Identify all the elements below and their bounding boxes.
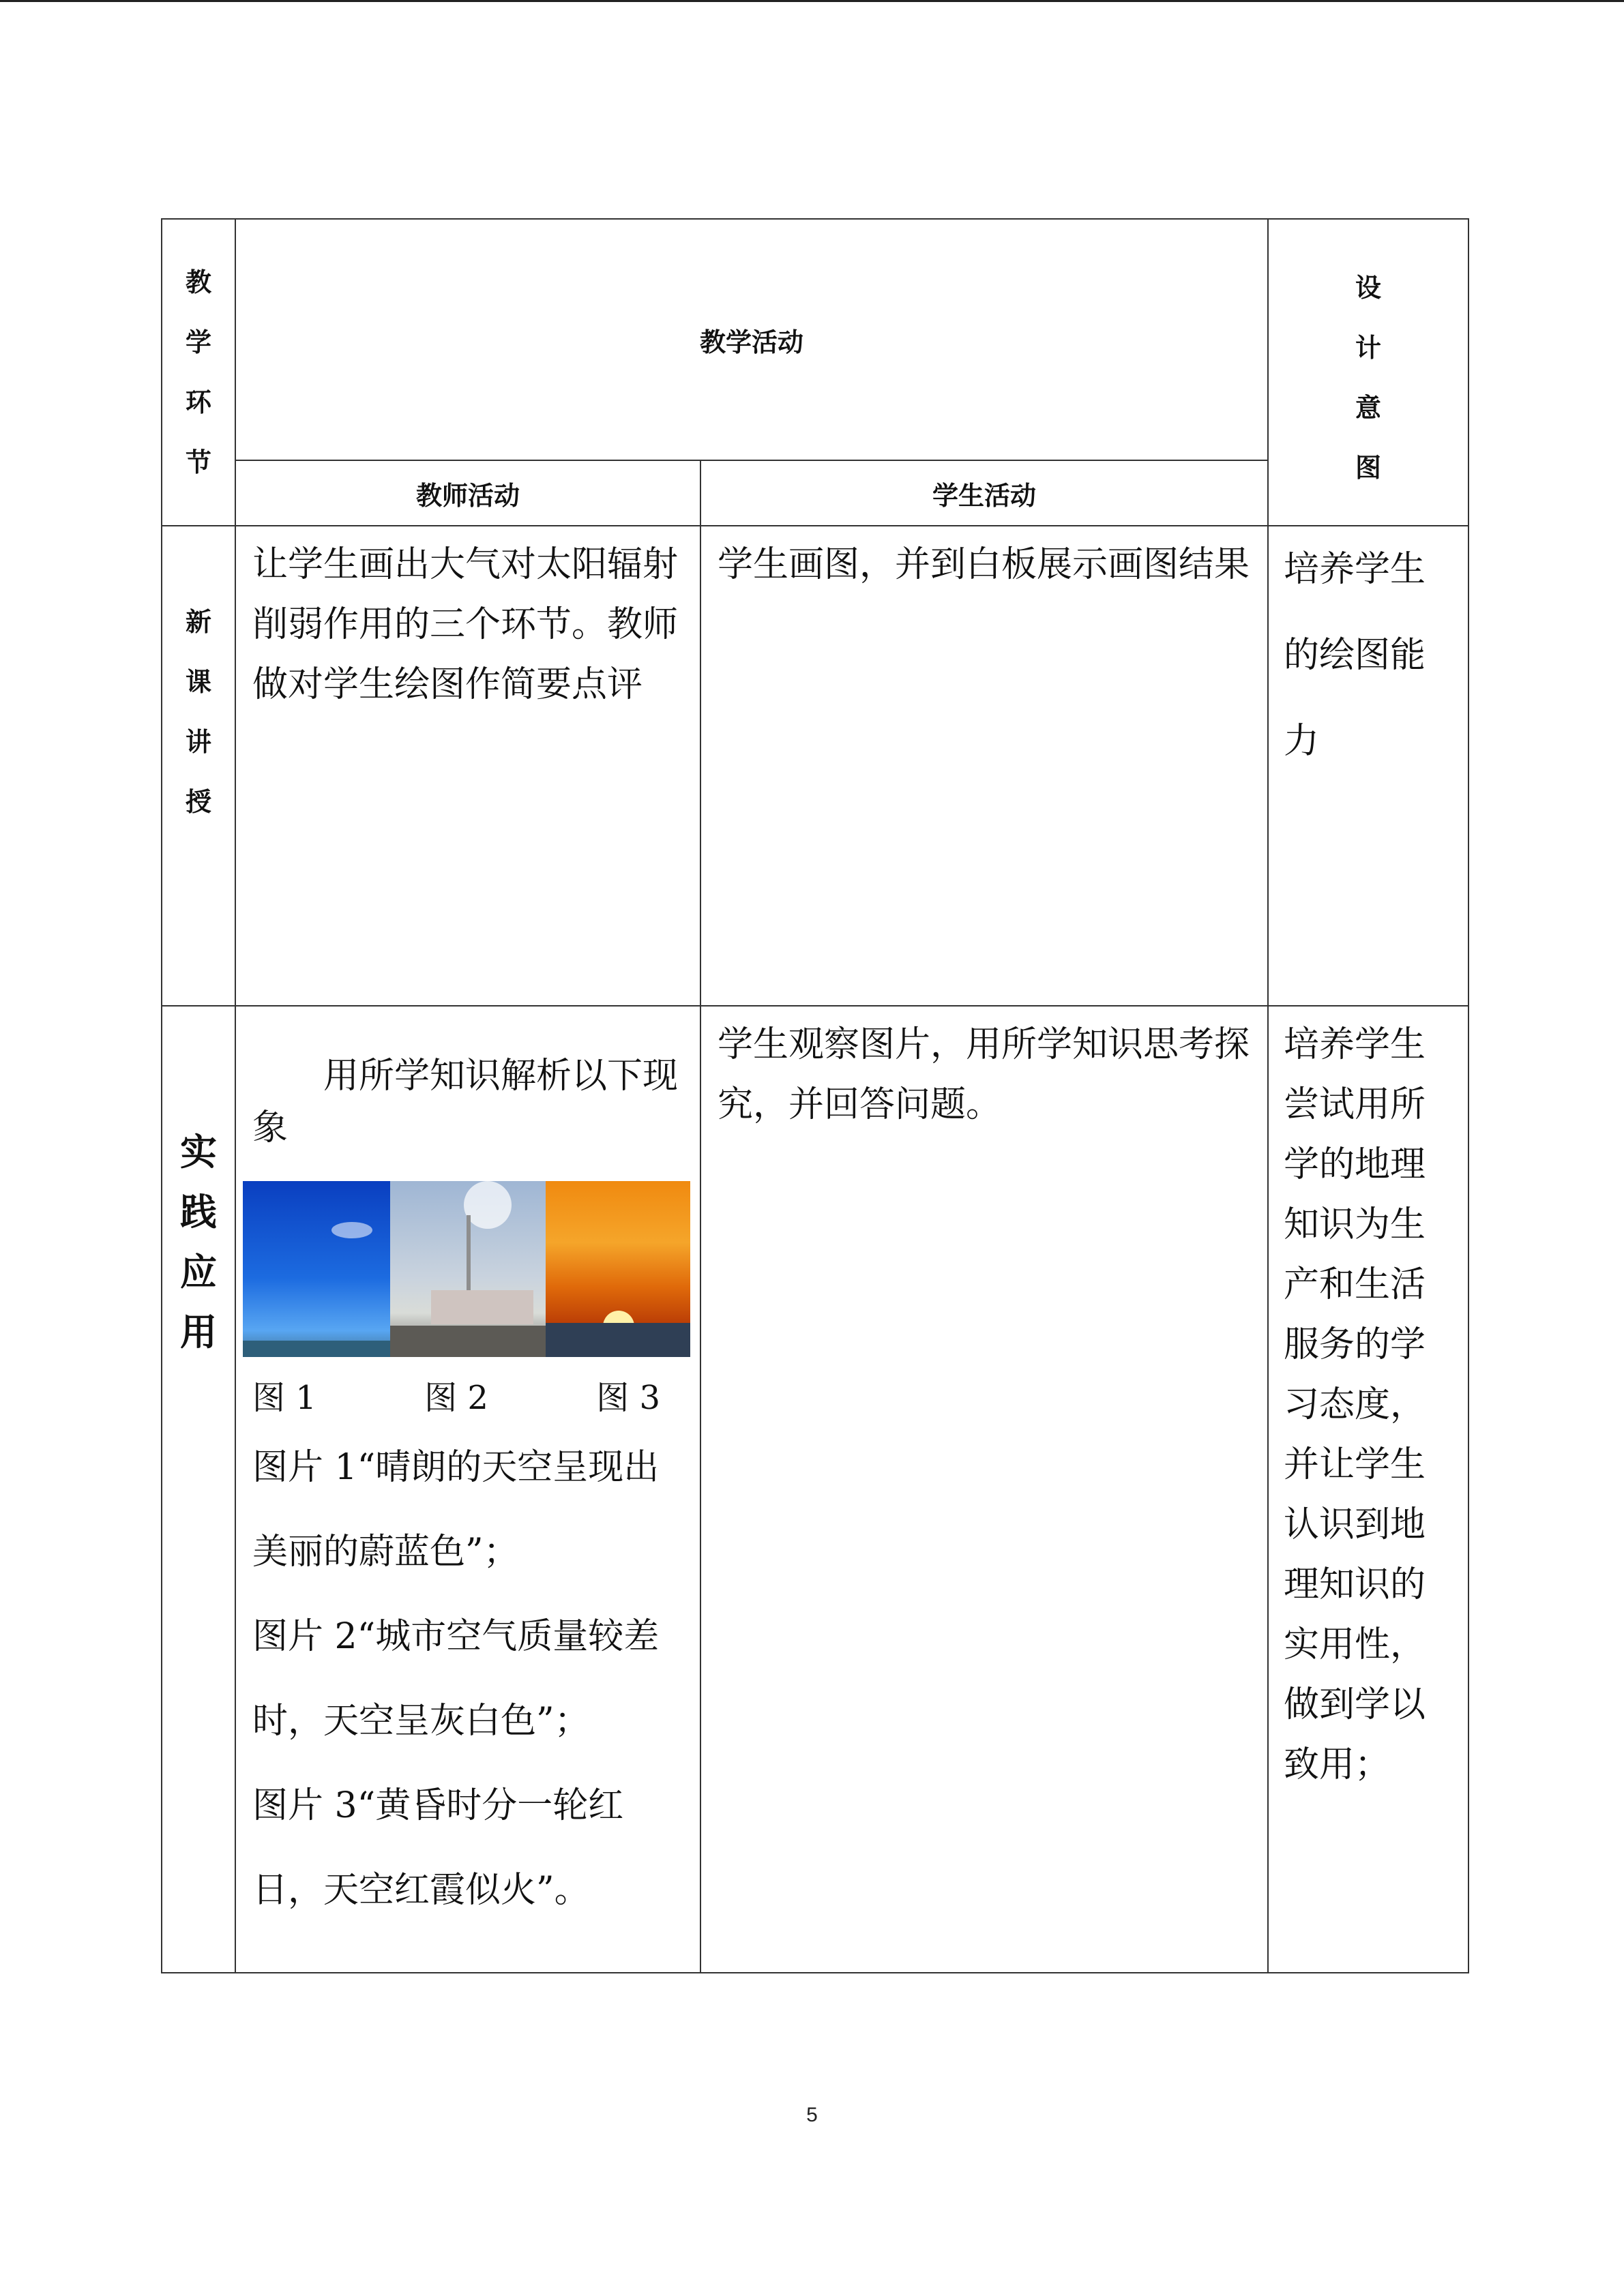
header-design-char: 计 [1355, 333, 1382, 363]
teacher-practice-cell [235, 1006, 700, 1973]
header-stage [162, 219, 235, 526]
header-design-char: 设 [1355, 273, 1382, 303]
header-stage-char: 教 [185, 267, 211, 297]
header-design-char: 图 [1355, 453, 1382, 483]
teacher-activity-text: 让学生画出大气对太阳辐射削弱作用的三个环节。教师做对学生绘图作简要点评 [235, 526, 700, 1006]
design-line: 力 [1284, 721, 1320, 762]
header-stage-char: 节 [185, 447, 211, 477]
building-shape [431, 1290, 533, 1324]
stage-char: 实 [180, 1131, 217, 1174]
stage-char: 授 [185, 787, 211, 817]
stage-char: 用 [180, 1311, 217, 1354]
design-line: 培养学生 [1284, 549, 1426, 590]
design-intent [1268, 526, 1468, 1006]
student-activity-text: 学生画图，并到白板展示画图结果 [700, 526, 1268, 1006]
figure-strip [243, 1181, 690, 1357]
header-design [1268, 219, 1468, 526]
header-teacher: 教师活动 [235, 460, 700, 526]
design-practice-text: 培养学生尝试用所学的地理知识为生产和生活服务的学习态度，并让学生认识到地理知识的实用性，做到学以致用； [1268, 1006, 1468, 1973]
figure-labels [252, 1371, 660, 1425]
stage-char: 课 [185, 667, 211, 697]
figure-caption: 图片 1“晴朗的天空呈现出美丽的蔚蓝色”； [252, 1447, 660, 1572]
figure-caption: 图片 3“黄昏时分一轮红日，天空红霞似火”。 [252, 1785, 624, 1911]
figure-label: 图 3 [596, 1379, 660, 1417]
stage-char: 新 [185, 607, 211, 637]
stage-practice [162, 1006, 235, 1973]
header-activity: 教学活动 [235, 219, 1268, 460]
ground-shape [390, 1326, 546, 1357]
lesson-plan-table [161, 218, 1469, 1973]
header-design-char: 意 [1355, 393, 1382, 423]
header-stage-char: 学 [185, 327, 211, 357]
sea-shape [243, 1341, 390, 1357]
figure-label: 图 2 [424, 1379, 488, 1417]
practice-intro: 用所学知识解析以下现象 [252, 1056, 679, 1148]
stage-char: 践 [180, 1191, 217, 1234]
header-student: 学生活动 [700, 460, 1268, 526]
cloud-shape [331, 1222, 372, 1238]
figure-2-grey-sky [390, 1181, 546, 1357]
design-line: 的绘图能 [1284, 635, 1426, 676]
top-border [0, 0, 1624, 2]
stage-new-lesson [162, 526, 235, 1006]
figure-3-sunset [546, 1181, 690, 1357]
page-number: 5 [806, 2104, 818, 2126]
smoke-shape [464, 1181, 512, 1229]
figure-label: 图 1 [252, 1379, 316, 1417]
student-practice-text: 学生观察图片，用所学知识思考探究，并回答问题。 [700, 1006, 1268, 1973]
stage-char: 应 [180, 1251, 217, 1294]
figure-caption: 图片 2“城市空气质量较差时，天空呈灰白色”； [252, 1616, 660, 1742]
stage-char: 讲 [185, 727, 211, 757]
figure-1-blue-sky [243, 1181, 390, 1357]
header-stage-char: 环 [185, 387, 211, 417]
sea-shape [546, 1323, 690, 1357]
